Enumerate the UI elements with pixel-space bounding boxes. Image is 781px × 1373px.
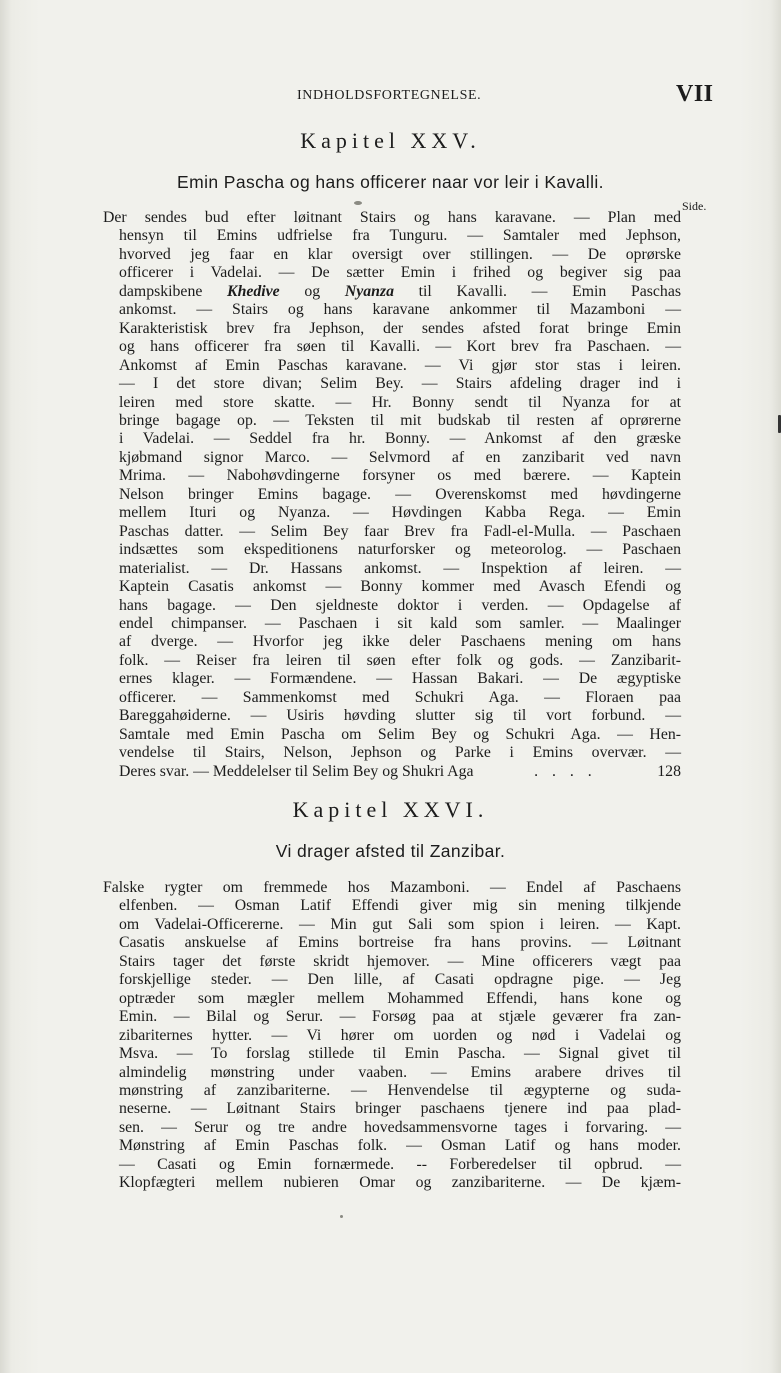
summary-line: vendelse til Stairs, Nelson, Jephson og Parke i Emins overvær. — (119, 744, 681, 762)
summary-line: mellem Ituri og Nyanza. — Høvdingen Kabba Rega. — Emin (119, 504, 681, 522)
summary-line: Emin. — Bilal og Serur. — Forsøg paa at stjæle geværer fra zan- (119, 1008, 681, 1026)
summary-text: til Kavalli. — Emin Paschas (393, 282, 681, 300)
summary-line: materialist. — Dr. Hassans ankomst. — Inspektion af leiren. — (119, 559, 681, 577)
summary-line: elfenben. — Osman Latif Effendi giver mig sin mening tilkjende (119, 897, 681, 915)
ship-name: Nyanza (344, 282, 394, 300)
page-reference: 128 (657, 762, 681, 780)
summary-line: Mrima. — Nabohøvdingerne forsyner os med bærere. — Kaptein (119, 467, 681, 485)
chapter-subtitle-xxvi: Vi drager afsted til Zanzibar. (275, 841, 506, 861)
summary-line: bringe bagage op. — Teksten til mit budskab til resten af oprørerne (119, 411, 681, 429)
summary-line: Msva. — To forslag stillede til Emin Pascha. — Signal givet til (119, 1045, 681, 1063)
summary-line (103, 763, 681, 781)
summary-line: Karakteristisk brev fra Jephson, der sendes afsted forat bringe Emin (119, 319, 681, 337)
chapter-heading-xxvi: Kapitel XXVI. (292, 797, 489, 822)
summary-line: Samtale med Emin Pascha om Selim Bey og Schukri Aga. — Hen- (119, 725, 681, 743)
summary-line: — Casati og Emin fornærmede. -- Forberedelser til opbrud. — (119, 1155, 681, 1173)
summary-line: Ankomst af Emin Paschas karavane. — Vi gjør stor stas i leiren. (119, 356, 681, 374)
summary-line: officerer i Vadelai. — De sætter Emin i frihed og begiver sig paa (119, 264, 681, 282)
summary-line: om Vadelai-Officererne. — Min gut Sali som spion i leiren. — Kapt. (119, 915, 681, 933)
summary-line: Bareggahøiderne. — Usiris høvding slutter sig til vort forbund. — (119, 707, 681, 725)
running-title: INDHOLDSFORTEGNELSE. (297, 88, 482, 103)
summary-line: officerer. — Sammenkomst med Schukri Aga. — Floraen paa (119, 688, 681, 706)
summary-text: Deres svar. — Meddelelser til Selim Bey og Shukri Aga (119, 762, 474, 780)
summary-line: hensyn til Emins udfrielse fra Tunguru. — Samtaler med Jephson, (119, 227, 681, 245)
print-speck (354, 201, 362, 205)
summary-line: endel chimpanser. — Paschaen i sit kald som samler. — Maalinger (119, 614, 681, 632)
summary-line: leiren med store skatte. — Hr. Bonny sendt til Nyanza for at (119, 393, 681, 411)
summary-line: zibariternes hytter. — Vi hører om uorden og nød i Vadelai og (119, 1026, 681, 1044)
summary-line: forskjellige steder. — Den lille, af Casati opdragne pige. — Jeg (119, 971, 681, 989)
summary-line: folk. — Reiser fra leiren til søen efter folk og gods. — Zanzibarit- (119, 651, 681, 669)
chapter-summary-xxvi (103, 879, 681, 1193)
summary-line: almindelig mønstring under vaaben. — Emins arabere drives til (119, 1063, 681, 1081)
summary-text: og (279, 282, 345, 300)
summary-line: indsættes som ekspeditionens naturforsker og meteorolog. — Paschaen (119, 541, 681, 559)
ship-name: Khedive (227, 282, 280, 300)
chapter-heading-xxv: Kapitel XXV. (300, 128, 481, 153)
summary-line: og hans officerer fra søen til Kavalli. — Kort brev fra Paschaen. — (119, 338, 681, 356)
summary-line: neserne. — Løitnant Stairs bringer paschaens tjenere ind paa plad- (119, 1100, 681, 1118)
summary-line: Paschas datter. — Selim Bey faar Brev fra Fadl-el-Mulla. — Paschaen (119, 522, 681, 540)
summary-line: ankomst. — Stairs og hans karavane ankommer til Mazamboni — (119, 301, 681, 319)
summary-line: i Vadelai. — Seddel fra hr. Bonny. — Ankomst af den græske (119, 430, 681, 448)
summary-line: Mønstring af Emin Paschas folk. — Osman Latif og hans moder. (119, 1137, 681, 1155)
summary-line: mønstring af zanzibariterne. — Henvendelse til ægypterne og suda- (119, 1081, 681, 1099)
page-number: VII (676, 81, 714, 107)
summary-line: Kaptein Casatis ankomst — Bonny kommer med Avasch Efendi og (119, 578, 681, 596)
summary-line: Falske rygter om fremmede hos Mazamboni. — Endel af Paschaens (103, 879, 681, 896)
side-column-label: Side. (682, 199, 707, 213)
summary-line: Der sendes bud efter løitnant Stairs og hans karavane. — Plan med (103, 209, 681, 226)
summary-line: — I det store divan; Selim Bey. — Stairs afdeling drager ind i (119, 375, 681, 393)
summary-line: hvorved jeg faar en klar oversigt over stillingen. — De oprørske (119, 245, 681, 263)
summary-line: Casatis anskuelse af Emins bortreise fra hans provins. — Løitnant (119, 934, 681, 952)
summary-line: af dverge. — Hvorfor jeg ikke deler Paschaens mening om hans (119, 633, 681, 651)
running-header (0, 81, 781, 108)
summary-line: Klopfægteri mellem nubieren Omar og zanzibariterne. — De kjæm- (119, 1174, 681, 1192)
chapter-subtitle-xxv: Emin Pascha og hans officerer naar vor leir i Kavalli. (177, 172, 604, 192)
summary-line: Stairs tager det første skridt hjemover. — Mine officerers vægt paa (119, 952, 681, 970)
summary-line: ernes klager. — Formændene. — Hassan Bakari. — De ægyptiske (119, 670, 681, 688)
print-speck (340, 1215, 343, 1218)
summary-line: Nelson bringer Emins bagage. — Overenskomst med høvdingerne (119, 485, 681, 503)
summary-line: hans bagage. — Den sjeldneste doktor i verden. — Opdagelse af (119, 596, 681, 614)
summary-line: kjøbmand signor Marco. — Selvmord af en zanzibarit ved navn (119, 448, 681, 466)
chapter-summary-xxv (103, 209, 681, 781)
summary-line (103, 283, 681, 301)
summary-line: optræder som mægler mellem Mohammed Effendi, hans kone og (119, 989, 681, 1007)
leader-dots: . . . . (534, 762, 597, 780)
summary-line: sen. — Serur og tre andre hovedsammensvorne tages i forvaring. — (119, 1118, 681, 1136)
summary-text: dampskibene (119, 282, 228, 300)
